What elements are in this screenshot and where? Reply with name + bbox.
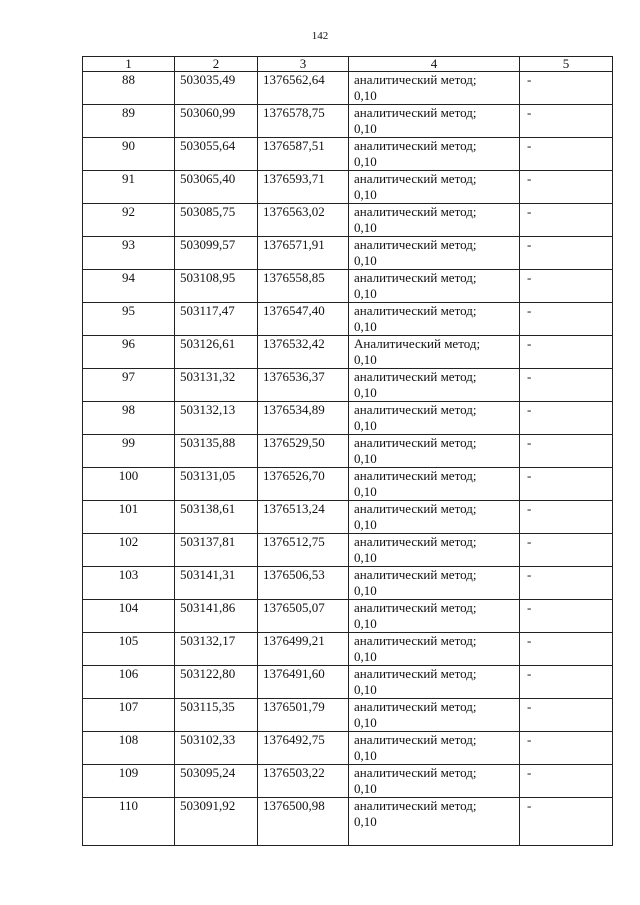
y-coordinate-cell: 1376505,07: [258, 600, 349, 633]
x-coordinate-cell: 503085,75: [175, 204, 258, 237]
y-coordinate-cell: 1376571,91: [258, 237, 349, 270]
method-cell: [349, 468, 520, 501]
method-text: аналитический метод;: [354, 600, 477, 615]
column-header: 4: [349, 57, 520, 72]
method-text: аналитический метод;: [354, 633, 477, 648]
point-number-cell: 101: [83, 501, 175, 534]
method-cell: [349, 336, 520, 369]
x-coordinate-cell: 503117,47: [175, 303, 258, 336]
table-row: [83, 369, 613, 402]
method-text: аналитический метод;: [354, 138, 477, 153]
accuracy-text: 0,10: [354, 616, 377, 631]
y-coordinate-cell: 1376526,70: [258, 468, 349, 501]
x-coordinate-cell: 503141,86: [175, 600, 258, 633]
note-cell: -: [520, 402, 613, 435]
method-cell: [349, 402, 520, 435]
point-number-cell: 91: [83, 171, 175, 204]
accuracy-text: 0,10: [354, 418, 377, 433]
table-row: [83, 534, 613, 567]
accuracy-text: 0,10: [354, 583, 377, 598]
y-coordinate-cell: 1376532,42: [258, 336, 349, 369]
method-text: аналитический метод;: [354, 105, 477, 120]
note-cell: -: [520, 501, 613, 534]
method-cell: [349, 699, 520, 732]
method-cell: [349, 237, 520, 270]
table-row: [83, 303, 613, 336]
note-cell: -: [520, 72, 613, 105]
coordinates-table: [82, 56, 613, 846]
point-number-cell: 109: [83, 765, 175, 798]
method-cell: [349, 369, 520, 402]
note-cell: -: [520, 699, 613, 732]
x-coordinate-cell: 503035,49: [175, 72, 258, 105]
table-row: [83, 270, 613, 303]
method-cell: [349, 666, 520, 699]
x-coordinate-cell: 503132,13: [175, 402, 258, 435]
point-number-cell: 100: [83, 468, 175, 501]
y-coordinate-cell: 1376563,02: [258, 204, 349, 237]
accuracy-text: 0,10: [354, 187, 377, 202]
point-number-cell: 105: [83, 633, 175, 666]
method-text: аналитический метод;: [354, 534, 477, 549]
method-text: аналитический метод;: [354, 204, 477, 219]
y-coordinate-cell: 1376513,24: [258, 501, 349, 534]
table-row: [83, 336, 613, 369]
method-cell: [349, 600, 520, 633]
point-number-cell: 92: [83, 204, 175, 237]
x-coordinate-cell: 503131,05: [175, 468, 258, 501]
x-coordinate-cell: 503138,61: [175, 501, 258, 534]
method-text: аналитический метод;: [354, 732, 477, 747]
table-row: [83, 138, 613, 171]
method-cell: [349, 204, 520, 237]
point-number-cell: 99: [83, 435, 175, 468]
note-cell: -: [520, 435, 613, 468]
method-cell: [349, 72, 520, 105]
method-text: аналитический метод;: [354, 72, 477, 87]
y-coordinate-cell: 1376536,37: [258, 369, 349, 402]
accuracy-text: 0,10: [354, 220, 377, 235]
x-coordinate-cell: 503055,64: [175, 138, 258, 171]
accuracy-text: 0,10: [354, 649, 377, 664]
table-row: [83, 633, 613, 666]
note-cell: -: [520, 237, 613, 270]
y-coordinate-cell: 1376534,89: [258, 402, 349, 435]
point-number-cell: 93: [83, 237, 175, 270]
method-cell: [349, 138, 520, 171]
accuracy-text: 0,10: [354, 682, 377, 697]
y-coordinate-cell: 1376491,60: [258, 666, 349, 699]
accuracy-text: 0,10: [354, 781, 377, 796]
table-row: [83, 171, 613, 204]
point-number-cell: 97: [83, 369, 175, 402]
y-coordinate-cell: 1376558,85: [258, 270, 349, 303]
method-cell: [349, 534, 520, 567]
table-row: [83, 105, 613, 138]
accuracy-text: 0,10: [354, 88, 377, 103]
y-coordinate-cell: 1376499,21: [258, 633, 349, 666]
note-cell: -: [520, 732, 613, 765]
column-header: 5: [520, 57, 613, 72]
method-text: аналитический метод;: [354, 699, 477, 714]
method-cell: [349, 171, 520, 204]
point-number-cell: 94: [83, 270, 175, 303]
note-cell: -: [520, 666, 613, 699]
point-number-cell: 106: [83, 666, 175, 699]
method-cell: [349, 303, 520, 336]
accuracy-text: 0,10: [354, 121, 377, 136]
x-coordinate-cell: 503122,80: [175, 666, 258, 699]
point-number-cell: 88: [83, 72, 175, 105]
accuracy-text: 0,10: [354, 154, 377, 169]
table-header-row: [83, 57, 613, 72]
column-header: 2: [175, 57, 258, 72]
y-coordinate-cell: 1376506,53: [258, 567, 349, 600]
accuracy-text: 0,10: [354, 814, 377, 829]
table-row: [83, 798, 613, 846]
method-cell: [349, 567, 520, 600]
x-coordinate-cell: 503102,33: [175, 732, 258, 765]
x-coordinate-cell: 503108,95: [175, 270, 258, 303]
note-cell: -: [520, 567, 613, 600]
point-number-cell: 102: [83, 534, 175, 567]
note-cell: -: [520, 534, 613, 567]
x-coordinate-cell: 503115,35: [175, 699, 258, 732]
y-coordinate-cell: 1376529,50: [258, 435, 349, 468]
accuracy-text: 0,10: [354, 550, 377, 565]
note-cell: -: [520, 468, 613, 501]
table-row: [83, 699, 613, 732]
note-cell: -: [520, 765, 613, 798]
method-text: аналитический метод;: [354, 402, 477, 417]
method-text: аналитический метод;: [354, 303, 477, 318]
note-cell: -: [520, 138, 613, 171]
accuracy-text: 0,10: [354, 286, 377, 301]
x-coordinate-cell: 503095,24: [175, 765, 258, 798]
note-cell: -: [520, 369, 613, 402]
y-coordinate-cell: 1376593,71: [258, 171, 349, 204]
table-row: [83, 468, 613, 501]
x-coordinate-cell: 503099,57: [175, 237, 258, 270]
x-coordinate-cell: 503060,99: [175, 105, 258, 138]
note-cell: -: [520, 303, 613, 336]
accuracy-text: 0,10: [354, 748, 377, 763]
point-number-cell: 103: [83, 567, 175, 600]
table-row: [83, 732, 613, 765]
table-row: [83, 204, 613, 237]
method-text: аналитический метод;: [354, 666, 477, 681]
table-row: [83, 567, 613, 600]
method-cell: [349, 732, 520, 765]
point-number-cell: 98: [83, 402, 175, 435]
method-text: Аналитический метод;: [354, 336, 481, 351]
point-number-cell: 110: [83, 798, 175, 846]
method-text: аналитический метод;: [354, 435, 477, 450]
method-text: аналитический метод;: [354, 501, 477, 516]
point-number-cell: 90: [83, 138, 175, 171]
method-text: аналитический метод;: [354, 171, 477, 186]
accuracy-text: 0,10: [354, 385, 377, 400]
table-row: [83, 402, 613, 435]
note-cell: -: [520, 204, 613, 237]
table-row: [83, 600, 613, 633]
y-coordinate-cell: 1376578,75: [258, 105, 349, 138]
x-coordinate-cell: 503137,81: [175, 534, 258, 567]
x-coordinate-cell: 503091,92: [175, 798, 258, 846]
y-coordinate-cell: 1376562,64: [258, 72, 349, 105]
accuracy-text: 0,10: [354, 319, 377, 334]
method-text: аналитический метод;: [354, 567, 477, 582]
note-cell: -: [520, 171, 613, 204]
y-coordinate-cell: 1376547,40: [258, 303, 349, 336]
method-cell: [349, 798, 520, 846]
method-text: аналитический метод;: [354, 270, 477, 285]
y-coordinate-cell: 1376500,98: [258, 798, 349, 846]
point-number-cell: 89: [83, 105, 175, 138]
accuracy-text: 0,10: [354, 517, 377, 532]
column-header: 1: [83, 57, 175, 72]
method-text: аналитический метод;: [354, 237, 477, 252]
y-coordinate-cell: 1376501,79: [258, 699, 349, 732]
table-row: [83, 666, 613, 699]
x-coordinate-cell: 503065,40: [175, 171, 258, 204]
x-coordinate-cell: 503132,17: [175, 633, 258, 666]
table-body: [83, 72, 613, 846]
x-coordinate-cell: 503135,88: [175, 435, 258, 468]
accuracy-text: 0,10: [354, 484, 377, 499]
note-cell: -: [520, 798, 613, 846]
point-number-cell: 107: [83, 699, 175, 732]
point-number-cell: 96: [83, 336, 175, 369]
note-cell: -: [520, 336, 613, 369]
y-coordinate-cell: 1376503,22: [258, 765, 349, 798]
method-text: аналитический метод;: [354, 798, 477, 813]
x-coordinate-cell: 503141,31: [175, 567, 258, 600]
table-row: [83, 765, 613, 798]
table-row: [83, 501, 613, 534]
point-number-cell: 95: [83, 303, 175, 336]
note-cell: -: [520, 105, 613, 138]
x-coordinate-cell: 503131,32: [175, 369, 258, 402]
method-cell: [349, 765, 520, 798]
note-cell: -: [520, 270, 613, 303]
accuracy-text: 0,10: [354, 715, 377, 730]
method-text: аналитический метод;: [354, 468, 477, 483]
method-cell: [349, 633, 520, 666]
accuracy-text: 0,10: [354, 253, 377, 268]
column-header: 3: [258, 57, 349, 72]
method-cell: [349, 435, 520, 468]
table-row: [83, 435, 613, 468]
method-cell: [349, 501, 520, 534]
y-coordinate-cell: 1376512,75: [258, 534, 349, 567]
y-coordinate-cell: 1376587,51: [258, 138, 349, 171]
note-cell: -: [520, 633, 613, 666]
page-number: 142: [311, 30, 329, 42]
method-text: аналитический метод;: [354, 765, 477, 780]
note-cell: -: [520, 600, 613, 633]
accuracy-text: 0,10: [354, 352, 377, 367]
method-text: аналитический метод;: [354, 369, 477, 384]
table-row: [83, 237, 613, 270]
method-cell: [349, 105, 520, 138]
point-number-cell: 104: [83, 600, 175, 633]
point-number-cell: 108: [83, 732, 175, 765]
accuracy-text: 0,10: [354, 451, 377, 466]
x-coordinate-cell: 503126,61: [175, 336, 258, 369]
y-coordinate-cell: 1376492,75: [258, 732, 349, 765]
method-cell: [349, 270, 520, 303]
table-row: [83, 72, 613, 105]
